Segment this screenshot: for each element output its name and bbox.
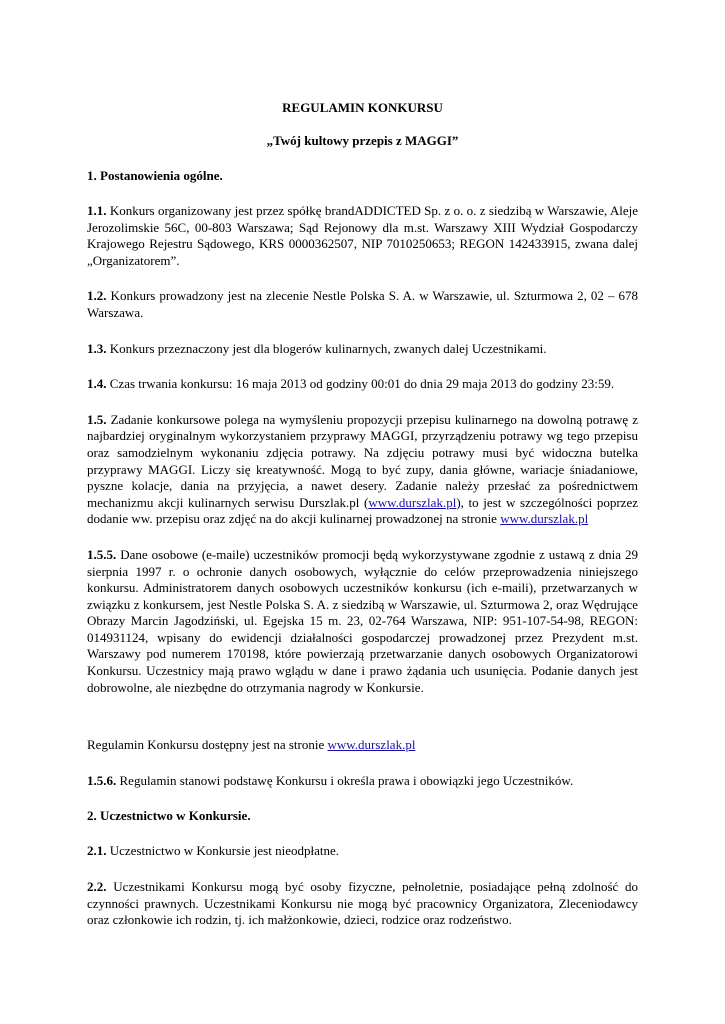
paragraph-1-3	[87, 341, 638, 358]
paragraph-1-5-6	[87, 773, 638, 790]
document-subtitle: „Twój kultowy przepis z MAGGI”	[266, 133, 459, 148]
paragraph-text: Uczestnikami Konkursu mogą być osoby fizyczne, pełnoletnie, posiadające pełną zdolność do czynności prawnych. Uczestnikami Konkursu nie mogą być pracownicy Organizatora, Zleceniodawcy oraz członkowie ich rodzin, tj. ich małżonkowie, dzieci, rodzice oraz rodzeństwo.	[87, 879, 638, 928]
paragraph-text: Konkurs organizowany jest przez spółkę brandADDICTED Sp. z o. o. z siedzibą w Warszawie, Aleje Jerozolimskie 56C, 00-803 Warszawa; Sąd Rejonowy dla m.st. Warszawy XIII Wydział Gospodarczy Krajowego Rejestru Sądowego, KRS 0000362507, NIP 7010250653; REGON 142433915, zwana dalej „Organizatorem”.	[87, 203, 638, 268]
paragraph-text: Zadanie konkursowe polega na wymyśleniu propozycji przepisu kulinarnego na dowolną potrawę z najbardziej oryginalnym wykorzystaniem przyprawy MAGGI, przyrządzeniu potrawy wg tego przepisu oraz samodzielnym wykonaniu zdjęcia potrawy. Na zdjęciu potrawy musi być widoczna butelka przyprawy MAGGI. Liczy się kreatywność. Mogą to być zupy, dania główne, wariacje śniadaniowe, pyszne kolacje, dania na przyjęcia, a nawet desery. Zadanie należy przesłać za pośrednictwem mechanizmu akcji kulinarnych serwisu Durszlak.pl (	[87, 411, 638, 510]
paragraph-text: Dane osobowe (e-maile) uczestników promocji będą wykorzystywane zgodnie z ustawą z dnia 29 sierpnia 1997 r. o ochronie danych osobowych, wyłącznie do celów przeprowadzenia niniejszego konkursu. Administratorem danych osobowych uczestników konkursu (ich e-maili), przetwarzanych w związku z konkursem, jest Nestle Polska S. A. z siedzibą w Warszawie, ul. Szturmowa 2, oraz Wędrujące Obrazy Marcin Jagodziński, ul. Egejska 15 m. 23, 02-764 Warszawa, NIP: 951-107-54-98, REGON: 014931124, wpisany do ewidencji działalności gospodarczej prowadzonej przez Prezydent m.st. Warszawy pod numerem 170198, które powierzają przetwarzanie danych osobowych Organizatorowi Konkursu. Uczestnicy mają prawo wglądu w dane i prawo żądania uch usunięcia. Podanie danych jest dobrowolne, ale niezbędne do otrzymania nagrody w Konkursie.	[87, 546, 638, 695]
paragraph-1-5	[87, 412, 638, 528]
paragraph-number: 1.4.	[87, 376, 107, 392]
spacer	[87, 696, 638, 718]
section-1-heading: 1. Postanowienia ogólne.	[87, 168, 223, 183]
paragraph-number: 1.5.6.	[87, 772, 117, 788]
paragraph-2-1	[87, 843, 638, 860]
paragraph-number: 1.5.5.	[87, 546, 117, 562]
paragraph-text: Konkurs przeznaczony jest dla blogerów kulinarnych, zwanych dalej Uczestnikami.	[106, 340, 547, 356]
durszlak-link[interactable]: www.durszlak.pl	[327, 737, 416, 753]
paragraph-text: ), to jest w szczególności poprzez dodanie ww. przepisu oraz zdjęć na do akcji kulinarnej prowadzonej na stronie	[87, 494, 638, 527]
paragraph-text: Konkurs prowadzony jest na zlecenie Nestle Polska S. A. w Warszawie, ul. Szturmowa 2, 02 – 678 Warszawa.	[87, 288, 638, 320]
paragraph-number: 1.1.	[87, 203, 107, 218]
paragraph-text: Uczestnictwo w Konkursie jest nieodpłatne.	[106, 843, 339, 859]
document-title: REGULAMIN KONKURSU	[282, 100, 443, 115]
regulamin-availability-line	[87, 737, 638, 754]
paragraph-text: Regulamin stanowi podstawę Konkursu i określa prawa i obowiązki jego Uczestników.	[116, 772, 574, 788]
paragraph-2-2	[87, 879, 638, 929]
paragraph-1-1	[87, 203, 638, 269]
paragraph-1-4	[87, 376, 638, 393]
paragraph-number: 1.5.	[87, 411, 107, 427]
paragraph-1-2	[87, 288, 638, 321]
paragraph-number: 1.3.	[87, 340, 107, 356]
paragraph-text: Czas trwania konkursu: 16 maja 2013 od godziny 00:01 do dnia 29 maja 2013 do godziny 23:59.	[106, 376, 615, 392]
section-2-heading: 2. Uczestnictwo w Konkursie.	[87, 808, 251, 824]
durszlak-link[interactable]: www.durszlak.pl	[368, 494, 457, 510]
paragraph-text: Regulamin Konkursu dostępny jest na stronie	[87, 737, 328, 753]
paragraph-1-5-5	[87, 547, 638, 696]
paragraph-number: 1.2.	[87, 288, 107, 304]
paragraph-number: 2.1.	[87, 843, 107, 859]
paragraph-number: 2.2.	[87, 879, 107, 895]
durszlak-link[interactable]: www.durszlak.pl	[500, 511, 589, 527]
